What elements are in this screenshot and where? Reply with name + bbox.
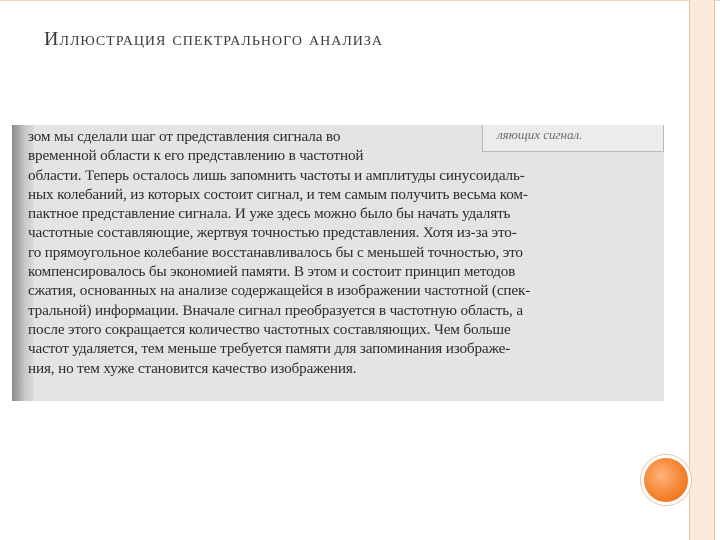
frame-top-line [0,0,720,1]
scan-line: компенсировалось бы экономией памяти. В этом и состоит принцип методов [28,263,516,281]
scan-line: частот удаляется, тем меньше требуется памяти для запоминания изображе- [28,340,511,358]
scan-line: области. Теперь осталось лишь запомнить частоты и амплитуды синусоидаль- [28,166,525,184]
scan-line: частотные составляющие, жертвуя точностью представления. Хотя из-за это- [28,224,517,242]
scan-line: го прямоугольное колебание восстанавливалось бы с меньшей точностью, это [28,243,523,261]
scan-line: зом мы сделали шаг от представления сигнала во [28,128,341,145]
scan-boxed-fragment-text: ляющих сигнал. [497,127,583,142]
scan-line: тральной) информации. Вначале сигнал преобразуется в частотную область, а [28,301,523,319]
scan-line: временной области к его представлению в частотной [28,147,364,165]
scanned-text-image [12,125,664,401]
scan-line: пактное представление сигнала. И уже здесь можно было бы начать удалять [28,205,511,223]
scan-paragraph [28,127,664,378]
frame-side-band [690,0,714,540]
frame-line-right [714,0,715,540]
scan-line: ных колебаний, из которых состоит сигнал, и тем самым получить весьма ком- [28,185,528,203]
slide-title: Иллюстрация спектрального анализа [44,28,384,50]
orange-circle-decoration [641,455,691,505]
scan-line: после этого сокращается количество частотных составляющих. Чем больше [28,320,511,338]
scan-line: сжатия, основанных на анализе содержащейся в изображении частотной (спек- [28,282,531,300]
frame-line-left [689,0,690,540]
scan-line: ния, но тем хуже становится качество изображения. [28,359,357,377]
